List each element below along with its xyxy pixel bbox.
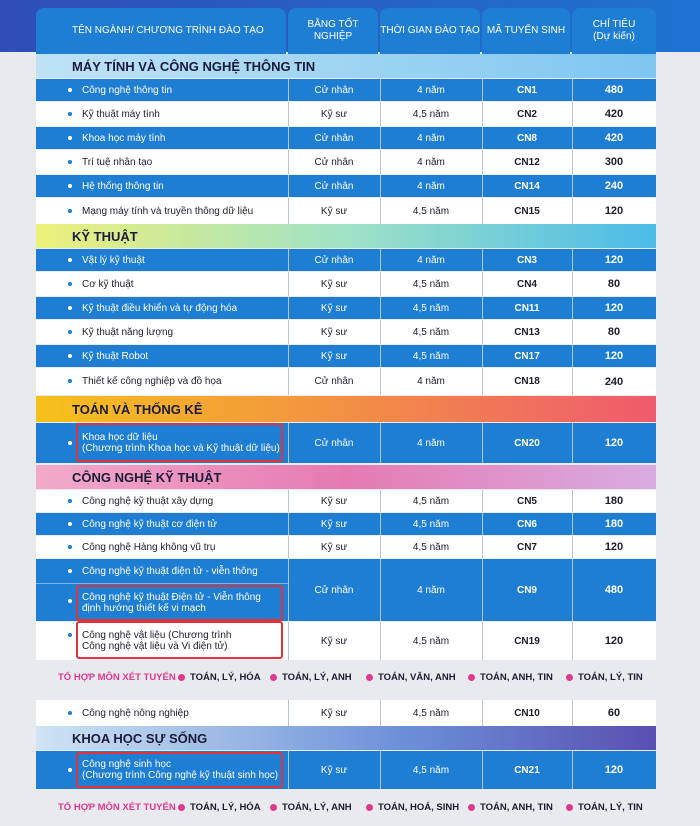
admission-code: CN12 [514,156,540,168]
program-name: Công nghệ vật liệu (Chương trình Công nghệ vật liệu và Vi điện tử) [82,630,232,652]
column-divider [380,127,381,149]
header-code: MÃ TUYỂN SINH [482,8,570,54]
column-divider [288,345,289,367]
combo-option: TOÁN, LÝ, ANH [270,672,352,683]
quota: 240 [604,180,624,192]
column-divider [288,490,289,512]
quota: 120 [604,635,624,647]
duration: 4,5 năm [412,764,450,776]
admission-code: CN14 [514,180,540,192]
pink-dot-icon [566,804,573,811]
highlight-box [76,621,283,659]
admission-code: CN2 [516,108,537,120]
pink-dot-icon [366,804,373,811]
duration: 4 năm [417,132,445,144]
degree: Kỹ sư [320,108,348,120]
program-name: Kỹ thuật Robot [82,350,149,362]
combo-option: TOÁN, VĂN, ANH [366,672,456,683]
table-row [36,249,656,271]
column-divider [482,198,483,224]
combo-option: TOÁN, LÝ, HÓA [178,672,261,683]
quota: 120 [604,437,624,449]
admission-code: CN4 [516,278,537,290]
duration: 4,5 năm [412,495,450,507]
column-divider [380,79,381,101]
highlight-box [76,423,283,462]
table-row [36,272,656,296]
column-divider [288,102,289,126]
column-divider [380,622,381,660]
column-divider [482,513,483,535]
duration: 4,5 năm [412,108,450,120]
column-divider [482,751,483,789]
program-name: Khoa học dữ liệu (Chương trình Khoa học và Kỹ thuật dữ liệu) [82,432,280,454]
row-divider [36,583,288,584]
admission-code: CN10 [514,707,540,719]
column-divider [288,127,289,149]
duration: 4 năm [417,254,445,266]
degree: Cử nhân [314,84,354,96]
table-row [36,490,656,512]
section-life-sciences: KHOA HỌC SỰ SỐNG [36,726,656,750]
column-divider [288,175,289,197]
quota: 480 [604,584,624,596]
program-name: Cơ kỹ thuật [82,278,134,290]
column-divider [482,102,483,126]
degree: Kỹ sư [320,350,348,362]
quota: 120 [604,541,624,553]
duration: 4,5 năm [412,326,450,338]
admission-code: CN21 [514,764,540,776]
column-divider [380,198,381,224]
duration: 4,5 năm [412,302,450,314]
table-row [36,536,656,558]
admission-code: CN8 [516,132,537,144]
column-divider [572,700,573,726]
quota: 120 [604,302,624,314]
column-divider [482,368,483,395]
column-divider [380,345,381,367]
program-name: Công nghệ Hàng không vũ trụ [82,541,216,553]
combo-option: TOÁN, ANH, TIN [468,672,553,683]
duration: 4,5 năm [412,278,450,290]
column-divider [380,320,381,344]
admission-code: CN15 [514,205,540,217]
column-divider [572,150,573,174]
column-divider [288,751,289,789]
degree: Cử nhân [314,254,354,266]
combo-option: TOÁN, HOÁ, SINH [366,802,459,813]
column-divider [572,272,573,296]
header-quota: CHỈ TIÊU (Dự kiến) [572,8,656,54]
program-name: Kỹ thuật điều khiển và tự động hóa [82,302,238,314]
degree: Kỹ sư [320,518,348,530]
column-divider [288,198,289,224]
column-divider [380,297,381,319]
column-divider [288,700,289,726]
program-name: Hệ thống thông tin [82,180,164,192]
program-name: Công nghệ sinh học (Chương trình Công nghệ kỹ thuật sinh học) [82,759,279,781]
admission-code: CN20 [514,437,540,449]
program-name: Vật lý kỹ thuật [82,254,145,266]
combo-option: TOÁN, LÝ, TIN [566,802,643,813]
column-divider [288,559,289,621]
column-divider [482,320,483,344]
combo-option: TOÁN, LÝ, HÓA [178,802,261,813]
degree: Kỹ sư [320,764,348,776]
header-time: THỜI GIAN ĐÀO TẠO [380,8,480,54]
column-divider [572,559,573,621]
column-divider [288,150,289,174]
column-divider [482,297,483,319]
column-divider [572,368,573,395]
duration: 4 năm [417,376,445,387]
column-divider [572,127,573,149]
combo-label: TỔ HỢP MÔN XÉT TUYỂN [58,672,176,683]
pink-dot-icon [178,674,185,681]
duration: 4 năm [417,180,445,192]
column-divider [482,175,483,197]
column-divider [288,536,289,558]
column-divider [380,536,381,558]
column-divider [288,297,289,319]
quota: 420 [604,132,624,144]
duration: 4,5 năm [412,518,450,530]
pink-dot-icon [566,674,573,681]
degree: Cử nhân [314,180,354,192]
pink-dot-icon [178,804,185,811]
quota: 60 [607,707,621,719]
quota: 300 [604,156,624,168]
column-divider [572,102,573,126]
highlight-box [76,752,283,788]
column-divider [572,423,573,463]
quota: 120 [604,764,624,776]
header-name: TÊN NGÀNH/ CHƯƠNG TRÌNH ĐÀO TẠO [36,8,286,54]
section-technology: CÔNG NGHỆ KỸ THUẬT [36,465,656,489]
pink-dot-icon [270,804,277,811]
degree: Kỹ sư [320,495,348,507]
quota: 120 [604,350,624,362]
table-row [36,127,656,149]
admission-code: CN9 [516,584,537,596]
table-row [36,198,656,224]
column-divider [482,536,483,558]
program-name: Công nghệ kỹ thuật cơ điện tử [82,518,217,530]
subject-combinations [36,796,656,820]
pink-dot-icon [468,674,475,681]
program-name: Kỹ thuật máy tính [82,108,160,120]
column-divider [288,513,289,535]
column-divider [288,272,289,296]
subject-combinations [36,666,656,690]
column-divider [288,622,289,660]
degree: Cử nhân [314,156,354,168]
admission-code: CN3 [516,254,537,266]
column-divider [288,249,289,271]
degree: Cử nhân [314,584,354,596]
program-name: Kỹ thuật năng lượng [82,326,174,338]
column-divider [380,150,381,174]
program-name: Thiết kế công nghiệp và đồ họa [82,376,222,387]
column-divider [380,102,381,126]
column-divider [482,559,483,621]
column-divider [288,368,289,395]
quota: 240 [604,375,624,388]
table-row [36,320,656,344]
duration: 4 năm [417,84,445,96]
column-divider [572,320,573,344]
program-name: Khoa học máy tính [82,132,166,144]
program-name: Công nghệ kỹ thuật Điện tử - Viễn thông định hướng thiết kế vi mạch [82,592,261,614]
admission-code: CN1 [516,84,537,96]
degree: Kỹ sư [320,541,348,553]
column-divider [380,513,381,535]
duration: 4 năm [417,584,445,596]
column-divider [482,423,483,463]
admission-code: CN19 [514,635,540,647]
duration: 4,5 năm [412,635,450,647]
quota: 120 [604,254,624,266]
column-divider [380,700,381,726]
combo-option: TOÁN, LÝ, TIN [566,672,643,683]
column-divider [572,345,573,367]
degree: Cử nhân [314,376,354,387]
column-divider [572,751,573,789]
column-divider [572,490,573,512]
section-engineering: KỸ THUẬT [36,224,656,248]
column-divider [288,423,289,463]
column-divider [572,79,573,101]
degree: Kỹ sư [320,302,348,314]
pink-dot-icon [366,674,373,681]
highlight-box [76,585,283,621]
duration: 4 năm [417,156,445,168]
table-row [36,150,656,174]
column-divider [482,127,483,149]
duration: 4,5 năm [412,707,450,719]
admission-code: CN18 [514,376,540,387]
degree: Cử nhân [314,437,354,449]
column-divider [572,513,573,535]
degree: Cử nhân [314,132,354,144]
table-row [36,102,656,126]
table-row [36,297,656,319]
column-divider [380,490,381,512]
column-divider [572,175,573,197]
degree: Kỹ sư [320,205,348,217]
column-divider [572,536,573,558]
quota: 180 [604,495,624,507]
quota: 480 [604,84,624,96]
column-divider [482,700,483,726]
column-divider [288,320,289,344]
program-name: Công nghệ kỹ thuật xây dựng [82,495,214,507]
column-divider [482,345,483,367]
column-divider [572,198,573,224]
column-divider [482,79,483,101]
section-it: MÁY TÍNH VÀ CÔNG NGHỆ THÔNG TIN [36,54,656,78]
pink-dot-icon [468,804,475,811]
column-divider [380,175,381,197]
degree: Kỹ sư [320,707,348,719]
program-name: Công nghệ thông tin [82,84,173,96]
quota: 120 [604,205,624,217]
program-name: Công nghệ nông nghiệp [82,707,189,719]
quota: 80 [607,326,621,338]
admission-code: CN11 [514,302,540,314]
pink-dot-icon [270,674,277,681]
column-divider [380,249,381,271]
column-divider [482,622,483,660]
header-degree: BẰNG TỐT NGHIỆP [288,8,378,54]
column-divider [482,150,483,174]
admission-code: CN17 [514,350,540,362]
table-row [36,700,656,726]
combo-option: TOÁN, LÝ, ANH [270,802,352,813]
combo-label: TỔ HỢP MÔN XÉT TUYỂN [58,802,176,813]
program-name: Trí tuệ nhân tạo [82,156,153,168]
degree: Kỹ sư [320,326,348,338]
quota: 180 [604,518,624,530]
column-divider [482,272,483,296]
table-row [36,368,656,395]
combo-option: TOÁN, ANH, TIN [468,802,553,813]
column-divider [482,249,483,271]
admission-code: CN7 [516,541,537,553]
section-math: TOÁN VÀ THỐNG KÊ [36,396,656,422]
quota: 80 [607,278,621,290]
column-divider [380,368,381,395]
admission-code: CN5 [516,495,537,507]
column-divider [572,297,573,319]
column-divider [380,559,381,621]
column-divider [288,79,289,101]
degree: Kỹ sư [320,635,348,647]
duration: 4,5 năm [412,205,450,217]
duration: 4,5 năm [412,541,450,553]
table-row [36,175,656,197]
column-divider [572,249,573,271]
table-row [36,513,656,535]
duration: 4,5 năm [412,350,450,362]
column-divider [572,622,573,660]
degree: Kỹ sư [320,278,348,290]
column-divider [482,490,483,512]
column-divider [380,272,381,296]
duration: 4 năm [417,437,445,449]
admission-code: CN13 [514,326,540,338]
program-name: Mạng máy tính và truyền thông dữ liệu [82,205,254,217]
admission-code: CN6 [516,518,537,530]
table-row [36,345,656,367]
column-divider [380,423,381,463]
column-divider [380,751,381,789]
program-name: Công nghệ kỹ thuật điện tử - viễn thông [82,565,258,577]
quota: 420 [604,108,624,120]
table-row [36,79,656,101]
